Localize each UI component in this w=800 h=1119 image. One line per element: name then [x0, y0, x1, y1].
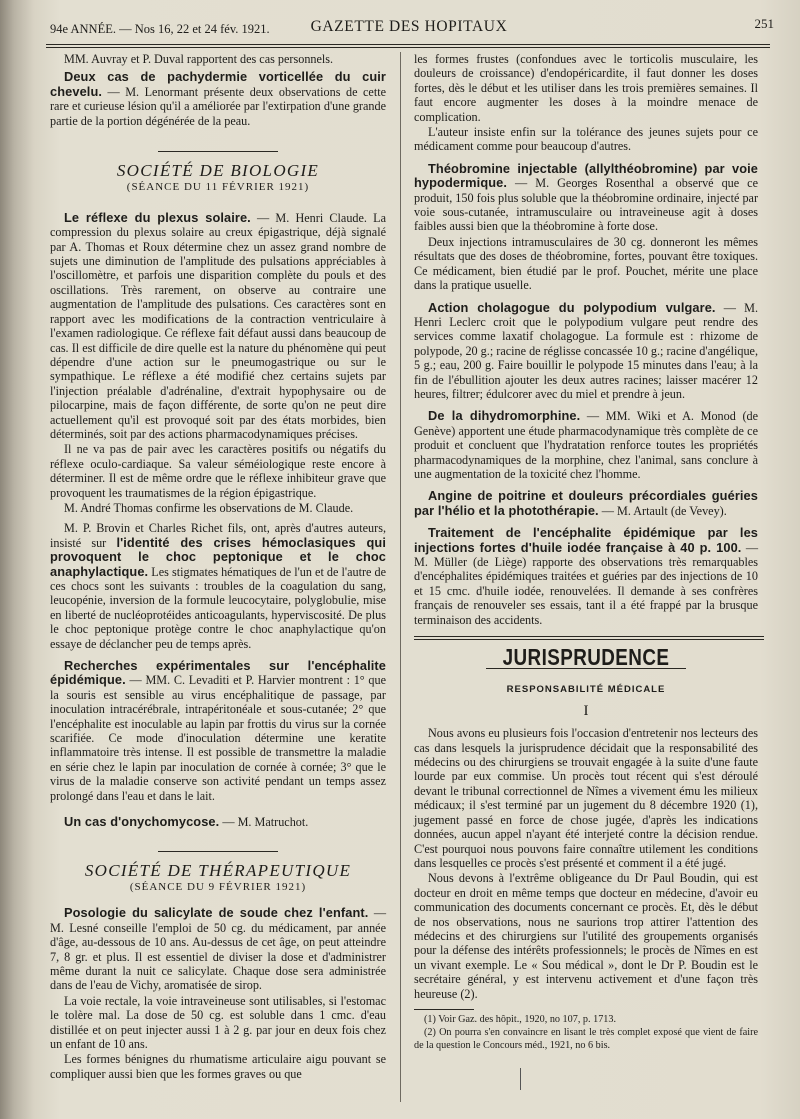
article-title: Action cholagogue du polypodium vulgare. — [428, 299, 716, 315]
society-heading: SOCIÉTÉ DE BIOLOGIE — [116, 161, 320, 181]
paragraph: La voie rectale, la voie intraveineuse sont utilisables, si l'estomac le tolère mal. La dose de 50 cg. est soluble dans 1 cmc. d'eau distillée et on peut injecter aussi 1 à 2 g. par jour en deux fois chez un enfant de 10 ans. — [50, 993, 386, 1051]
article-angine — [414, 489, 758, 518]
article-title: Traitement de l'encéphalite épidémique par les injections fortes d'huile iodée française à 40 p. 100. — [414, 525, 758, 555]
paragraph: Nous devons à l'extrême obligeance du Dr Paul Boudin, qui est docteur en droit en même temps que docteur en médecine, d'avoir eu communication des documents concernant ce procès. Et, dès le début de nos observations, nous ne saurions trop attirer l'attention des médecins et des chirurgiens sur l'utilité des groupements organisés pour la défense des intérêts professionnels; le procès de Nîmes en est un vivant exemple. Le « Sou médical », dont le Dr P. Boudin est le secrétaire général, y est intervenu activement et d'une façon très heureuse (2). — [414, 871, 758, 1001]
article-title: Le réflexe du plexus solaire. — [64, 209, 251, 225]
article-text: — M. Lenormant présente deux observations de cette rare et curieuse lésion qu'il a améliorée par l'extirpation d'une grande partie de la portion dégénérée de la peau. — [50, 84, 386, 128]
issue-info: 94e ANNÉE. — Nos 16, 22 et 24 fév. 1921. — [50, 22, 270, 36]
subsection-heading: RESPONSABILITÉ MÉDICALE — [506, 684, 666, 696]
header-rule — [46, 44, 770, 45]
left-column — [50, 52, 386, 1082]
paragraph: les formes frustes (confondues avec le torticolis musculaire, les douleurs de croissance) d'endopéricardite, il faut donner les doses fortes, dès le début et les utiliser dans les trois premières semaines. Il faut encore augmenter les doses à la moindre menace de complication. — [414, 52, 758, 124]
article-title: Théobromine injectable (allylthéobromine) par voie hypodermique. — [414, 160, 758, 191]
article-text: — M. Lesné conseille l'emploi de 50 cg. du médicament, par année d'âge, au-dessous de 10 ans. Au-dessus de cet âge, on peut atteindre 7, 8 gr. et plus. Il est essentiel de diviser la dose et d'administrer même durant la nuit ce salicylate. Chaque dose sera administrée dans de l'eau de Vichy, aromatisée de sirop. — [50, 906, 386, 993]
article-title: De la dihydromorphine. — [428, 408, 581, 424]
article-title: Recherches expérimentales sur l'encéphalite épidémique. — [50, 658, 386, 688]
article-dihydromorphine — [414, 409, 758, 481]
bottom-mark — [520, 1068, 522, 1090]
section-rule — [414, 636, 764, 637]
session-date: (SÉANCE DU 9 FÉVRIER 1921) — [129, 880, 307, 893]
article-pachydermie — [50, 70, 386, 128]
article-title: Posologie du salicylate de soude chez l'enfant. — [64, 905, 369, 921]
article-title: Angine de poitrine et douleurs précordiales guéries par l'hélio et la photothérapie. — [414, 488, 758, 518]
article-text: — M. Henri Claude. La compression du plexus solaire au creux épigastrique, déjà signalé par A. Thomas et Roux détermine chez un assez grand nombre de sujets une diminution de l'amplitude des pulsations appréciables à l'oscillomètre, et parfois une disparition complète du pouls et des oscillations. Très rarement, on observe au contraire une augmentation de l'amplitude des pulsations. Ces caractères sont en rapport avec les modifications de la contraction ventriculaire à l'examen radiologique. Ce réflexe fait défaut aussi dans beaucoup de cas. Il est difficile de dire quelle est la nature du phénomène qui peut dépendre d'une action sur le pneumogastrique ou sur le sympathique. Le réflexe a été modifié chez certains sujets par l'injection préalable d'adrénaline, d'extrait hypophysaire ou de pilocarpine, mais de façon différente, de sorte qu'on ne peut dire actuellement qu'il est provoqué soit par des états morbides, bien déterminés, soit par des actions pharmacodynamiques précises. — [50, 210, 386, 441]
page-number: 251 — [754, 16, 774, 31]
society-heading: SOCIÉTÉ DE THÉRAPEUTIQUE — [84, 860, 352, 880]
article-reflexe — [50, 211, 386, 442]
roman-numeral: I — [583, 702, 589, 719]
footnote: (2) On pourra s'en convaincre en lisant le très complet exposé que vient de faire de la question le Concours méd., 1921, no 6 bis. — [414, 1027, 758, 1051]
article-polypodium — [414, 301, 758, 402]
jurisprudence-heading: JURISPRUDENCE — [502, 644, 670, 671]
article-text: — M. Georges Rosenthal a observé que ce produit, 150 fois plus soluble que la théobromine ordinaire, injecté par voie sous-cutanée, intramusculaire ou intraveineuse agit à doses faibles aussi bien que la théobromine à forte dose. — [414, 176, 759, 234]
article-text: — MM. Wiki et A. Monod (de Genève) apportent une étude pharmacodynamique très complète de ce produit et concluent que l'hydratation renforce toutes les propriétés pharmacodynamiques de la morphine, chez l'animal, sans conclure à une augmentation de la toxicité chez l'homme. — [414, 409, 759, 481]
running-header — [44, 14, 774, 40]
session-date: (SÉANCE DU 11 FÉVRIER 1921) — [126, 181, 310, 194]
right-column — [414, 52, 758, 1053]
footnote-rule — [414, 1009, 474, 1010]
article-title: Deux cas de pachydermie vorticellée du cuir chevelu. — [50, 69, 386, 99]
journal-title: GAZETTE DES HOPITAUX — [310, 18, 508, 35]
paragraph: L'auteur insiste enfin sur la tolérance des jeunes sujets pour ce médicament comme pour beaucoup d'autres. — [414, 125, 758, 154]
article-onychomycose — [50, 815, 386, 829]
article-text: — MM. C. Levaditi et P. Harvier montrent : 1° que la souris est sensible au virus encéphalitique de passage, par inoculation intracérébrale, intrapéritonéale et sous-cutanée; 2° que l'encéphalite est inoculable au lapin par frottis du virus sur la cornée scarifiée. Ce mode d'inoculation détermine une keratite inflammatoire très intense. Il est possible de transmettre la maladie en série chez le lapin par inoculation de cornée à cornée; 3° que le virus de la maladie conserve son activité pendant un temps assez prolongé dans l'eau et dans le lait. — [50, 673, 387, 803]
paragraph: Il ne va pas de pair avec les caractères positifs ou négatifs du réflexe oculo-cardiaque. Sa valeur séméiologique reste encore à déterminer. Il est de même ordre que le réflexe inhibiteur grave que provoquent les traumatismes de la région épigastrique. — [50, 442, 386, 500]
paragraph: Les formes bénignes du rhumatisme articulaire aigu pouvant se compliquer aussi bien que les formes graves ou que — [50, 1052, 386, 1081]
article-text: M. P. Brovin et Charles Richet fils, ont, après d'autres auteurs, insisté sur — [50, 521, 386, 550]
article-text: — M. Müller (de Liège) rapporte des observations très remarquables d'encéphalites épidémiques traitées et guéries par des injections de 10 et 15 cmc. d'huile iodée, renouvelées. Il demande à ses confrères français de renouveler ses essais, tant il a été frappé par la brusque terminaison des accidents. — [414, 540, 758, 627]
article-theobromine — [414, 162, 758, 234]
article-text: — M. Artault (de Vevey). — [601, 503, 727, 518]
paragraph: Deux injections intramusculaires de 30 cg. donneront les mêmes résultats que des doses de théobromine, fortes, pouvant être toxiques. Ce médicament, bien étudié par le prof. Pouchet, mérite une place dans la pratique usuelle. — [414, 234, 758, 293]
article-encephalite — [50, 659, 386, 803]
article-title: Un cas d'onychomycose. — [64, 814, 220, 830]
article-text: — M. Henri Leclerc croit que le polypodium vulgare peut rendre des services comme laxatif cholagogue. La formule est : rhizome de polypode, 20 g.; racine de réglisse concassée 10 g.; racine d'angélique, 5 g.; eau, 200 g. Faire bouillir le polypode 15 minutes dans l'eau; à la fin de l'ébullition ajouter les deux autres racines; laisser macérer 12 heures, filtrer; édulcorer avec du miel et prendre à jeun. — [414, 300, 759, 401]
article-crises — [50, 521, 386, 651]
footnote: (1) Voir Gaz. des hôpit., 1920, no 107, p. 1713. — [424, 1013, 617, 1025]
article-salicylate — [50, 906, 386, 992]
column-divider — [400, 52, 401, 1102]
paragraph: Nous avons eu plusieurs fois l'occasion d'entretenir nos lecteurs des cas dans lesquels la jurisprudence décidait que la responsabilité des médecins ou des chirurgiens se trouvait engagée à la suite d'une faute lourde par eux commise. Un procès tout récent qui s'est déroulé devant le tribunal correctionnel de Nîmes a vivement ému les milieux médicaux; il s'est terminé par un jugement du 8 décembre 1920 (1), jugement passé en force de chose jugée, d'après les indications données, aucun appel n'ayant été interjeté contre la décision rendue. C'est pourquoi nous pouvons faire connaître utilement les conditions dans lesquelles ce procès s'est présenté et comment il a été jugé. — [414, 726, 758, 870]
paragraph: M. André Thomas confirme les observations de M. Claude. — [64, 500, 354, 515]
header-rule-thin — [46, 47, 770, 48]
article-title: l'identité des crises hémoclasiques qui provoquent le choc peptonique et le choc anaphylactique. — [50, 534, 386, 579]
article-text: — M. Matruchot. — [222, 815, 309, 830]
article-traitement — [414, 526, 758, 627]
paragraph: MM. Auvray et P. Duval rapportent des cas personnels. — [64, 52, 334, 66]
article-text: Les stigmates hématiques de l'un et de l'autre de ces chocs sont les suivants : troubles de la coagulation du sang, leucopénie, inversion de la formule leucocytaire, polyglobulie, mise en liberté de nucléoprotéides anticoagulants, hyperviscosité. De plus le choc peptonique protège contre le choc anaphylactique qu'on essaye de déclancher peu de temps après. — [50, 564, 387, 651]
